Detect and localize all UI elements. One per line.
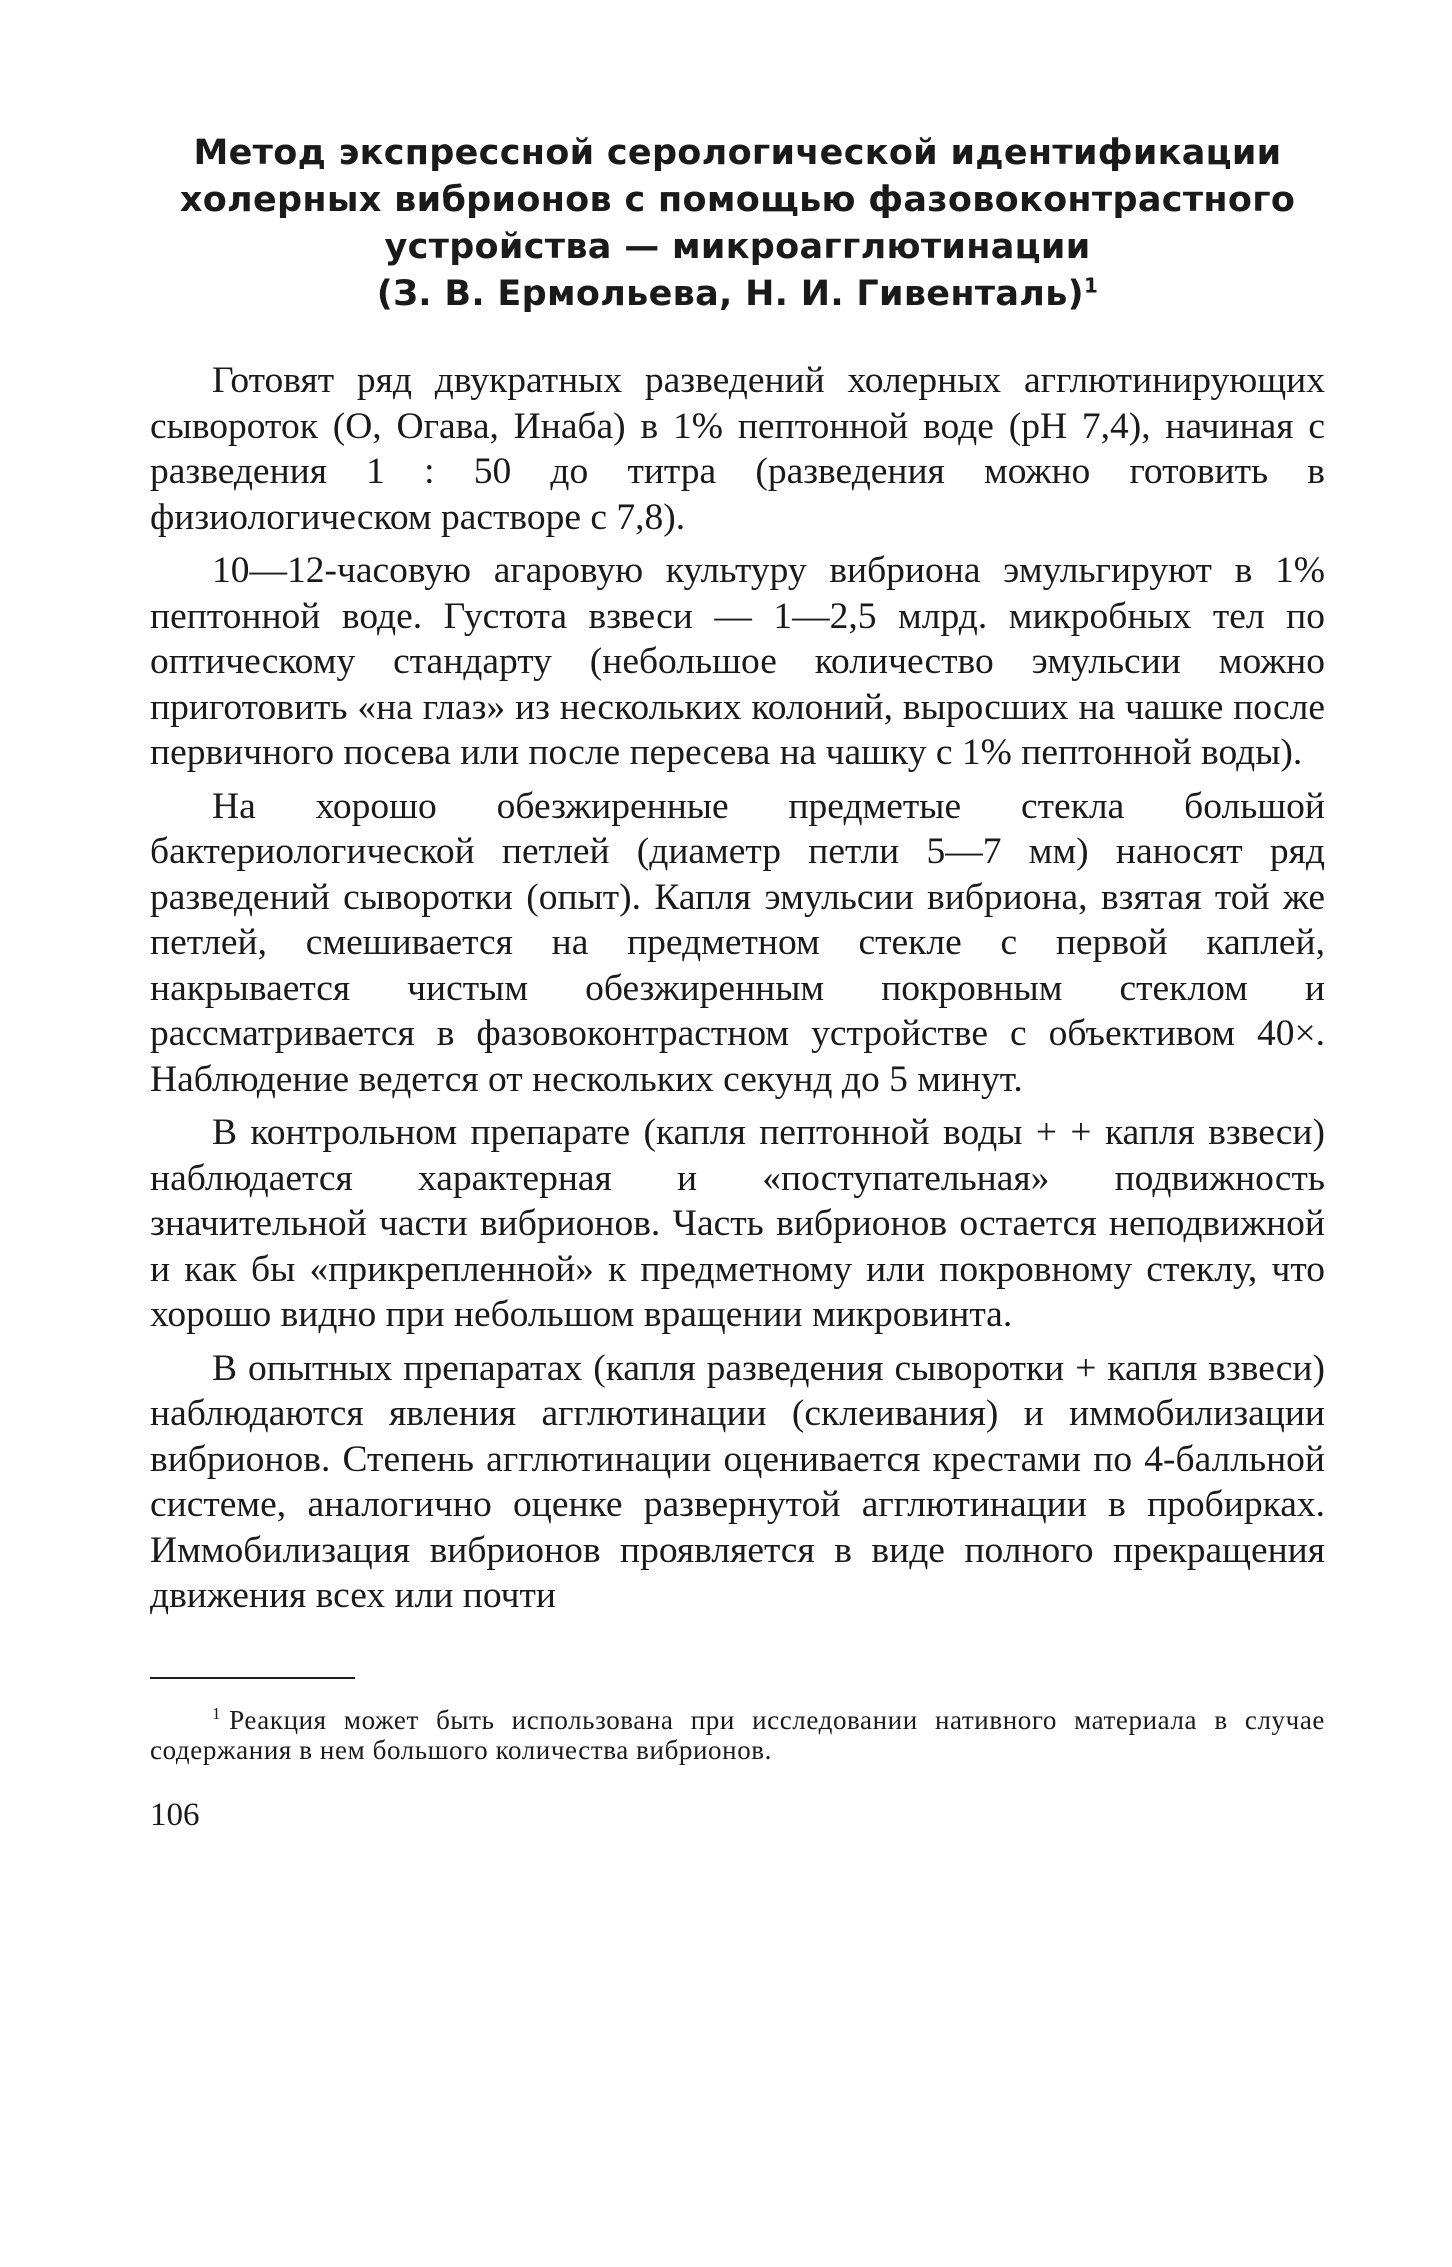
footnote bbox=[150, 1705, 1325, 1765]
footnote-reference: 1 bbox=[1083, 273, 1099, 298]
authors-text: (З. В. Ермольева, Н. И. Гивенталь) bbox=[376, 274, 1084, 314]
paragraph: В контрольном препарате (капля пептонной воды + + капля взвеси) наблюдается характерная и «поступательная» подвижность значительной части вибрионов. Часть вибрионов остается неподвижной и как бы «прикрепленной» к предметному или покровному стеклу, что хорошо видно при небольшом вращении микровинта. bbox=[150, 1112, 1325, 1335]
footnote-mark: 1 bbox=[212, 1703, 222, 1723]
title-line: устройства — микроагглютинации bbox=[384, 227, 1091, 267]
paragraph: 10—12-часовую агаровую культуру вибриона эмульгируют в 1% пептонной воде. Густота взвеси — 1—2,5 млрд. микробных тел по оптическому стандарту (небольшое количество эмульсии можно приготовить «на глаз» из нескольких колоний, выросших на чашке после первичного посева или после пересева на чашку с 1% пептонной воды). bbox=[150, 550, 1325, 773]
footnote-divider bbox=[150, 1677, 355, 1679]
paragraph: Готовят ряд двукратных разведений холерных агглютинирующих сывороток (О, Огава, Инаба) в 1% пептонной воде (рН 7,4), начиная с разведения 1 : 50 до титра (разведения можно готовить в физиологическом растворе с 7,8). bbox=[150, 360, 1325, 538]
page-number: 106 bbox=[150, 1796, 200, 1833]
footnote-text: Реакция может быть использована при исследовании нативного материала в случае содержания в нем большого количества вибрионов. bbox=[150, 1704, 1325, 1765]
paragraph: На хорошо обезжиренные предметые стекла большой бактериологической петлей (диаметр петли 5—7 мм) наносят ряд разведений сыворотки (опыт). Капля эмульсии вибриона, взятая той же петлей, смешивается на предметном стекле с первой каплей, накрывается чистым обезжиренным покровным стеклом и рассматривается в фазовоконтрастном устройстве с объективом 40×. Наблюдение ведется от нескольких секунд до 5 минут. bbox=[150, 785, 1325, 1100]
title-line: Метод экспрессной серологической идентификации bbox=[193, 133, 1282, 173]
title-authors bbox=[150, 271, 1325, 318]
book-page bbox=[150, 130, 1325, 1834]
title-line: холерных вибрионов с помощью фазовоконтрастного bbox=[179, 180, 1296, 220]
paragraph: В опытных препаратах (капля разведения сыворотки + капля взвеси) наблюдаются явления агглютинации (склеивания) и иммобилизации вибрионов. Степень агглютинации оценивается крестами по 4-балльной системе, аналогично оценке развернутой агглютинации в пробирках. Иммобилизация вибрионов проявляется в виде полного прекращения движения всех или почти bbox=[150, 1347, 1325, 1616]
section-title bbox=[150, 130, 1325, 318]
